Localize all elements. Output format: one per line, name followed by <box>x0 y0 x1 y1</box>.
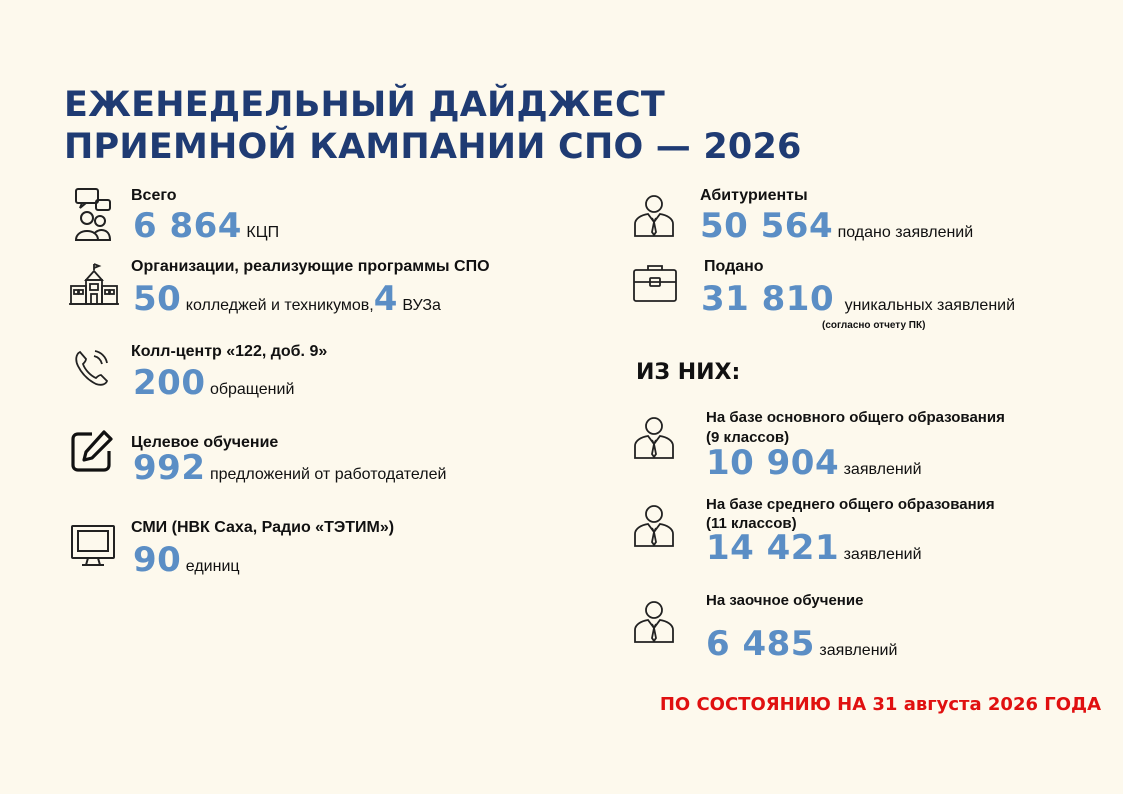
person-icon <box>632 192 676 238</box>
basic-label-1: На базе основного общего образования <box>706 409 1005 426</box>
person-icon <box>632 414 676 460</box>
correspondence-unit: заявлений <box>819 642 898 659</box>
basic-row <box>706 443 922 483</box>
submitted-note: (согласно отчету ПК) <box>822 320 926 331</box>
basic-unit: заявлений <box>843 461 922 478</box>
correspondence-label: На заочное обучение <box>706 592 864 609</box>
people-chat-icon <box>70 186 114 244</box>
universities-unit: ВУЗа <box>402 297 441 314</box>
target-row <box>133 448 446 488</box>
building-icon <box>68 262 120 306</box>
edit-icon <box>70 429 114 473</box>
secondary-value: 14 421 <box>706 528 840 568</box>
media-label: СМИ (НВК Саха, Радио «ТЭТИМ») <box>131 519 395 536</box>
secondary-label-1: На базе среднего общего образования <box>706 496 995 513</box>
media-value: 90 <box>133 540 182 580</box>
callcenter-unit: обращений <box>209 381 295 398</box>
target-value: 992 <box>133 448 206 488</box>
universities-value: 4 <box>373 279 398 319</box>
title-line-1: ЕЖЕНЕДЕЛЬНЫЙ ДАЙДЖЕСТ <box>64 85 665 125</box>
submitted-label: Подано <box>704 258 764 275</box>
total-unit: КЦП <box>246 224 280 241</box>
orgs-row <box>133 279 441 319</box>
media-row <box>133 540 240 580</box>
applicants-row <box>700 206 973 246</box>
secondary-unit: заявлений <box>843 546 922 563</box>
callcenter-label: Колл-центр «122, доб. 9» <box>131 343 328 360</box>
basic-value: 10 904 <box>706 443 840 483</box>
person-icon <box>632 502 676 548</box>
monitor-icon <box>70 524 116 568</box>
secondary-label-2: (11 классов) <box>706 515 797 532</box>
media-unit: единиц <box>185 558 240 575</box>
status-date-note: ПО СОСТОЯНИЮ НА 31 августа 2026 ГОДА <box>659 694 1101 715</box>
correspondence-value: 6 485 <box>706 624 815 664</box>
colleges-unit: колледжей и техникумов, <box>185 297 374 314</box>
basic-label-2: (9 классов) <box>706 429 790 446</box>
target-label: Целевое обучение <box>131 434 279 451</box>
correspondence-row <box>706 624 897 664</box>
applicants-label: Абитуриенты <box>700 187 808 204</box>
briefcase-icon <box>632 263 678 303</box>
page-title <box>64 84 802 168</box>
submitted-row <box>701 279 1015 319</box>
submitted-value: 31 810 <box>701 279 835 319</box>
secondary-row <box>706 528 922 568</box>
submitted-unit: уникальных заявлений <box>844 297 1016 314</box>
total-label: Всего <box>131 187 177 204</box>
colleges-value: 50 <box>133 279 182 319</box>
title-line-2: ПРИЕМНОЙ КАМПАНИИ СПО — 2026 <box>64 127 802 167</box>
applicants-unit: подано заявлений <box>837 224 974 241</box>
callcenter-row <box>133 363 294 403</box>
callcenter-value: 200 <box>133 363 206 403</box>
phone-icon <box>72 346 112 388</box>
total-value: 6 864 <box>133 206 242 246</box>
person-icon <box>632 598 676 644</box>
section-heading: ИЗ НИХ: <box>636 360 741 385</box>
orgs-label: Организации, реализующие программы СПО <box>131 258 490 275</box>
target-unit: предложений от работодателей <box>209 466 447 483</box>
applicants-value: 50 564 <box>700 206 834 246</box>
total-row <box>133 206 279 246</box>
